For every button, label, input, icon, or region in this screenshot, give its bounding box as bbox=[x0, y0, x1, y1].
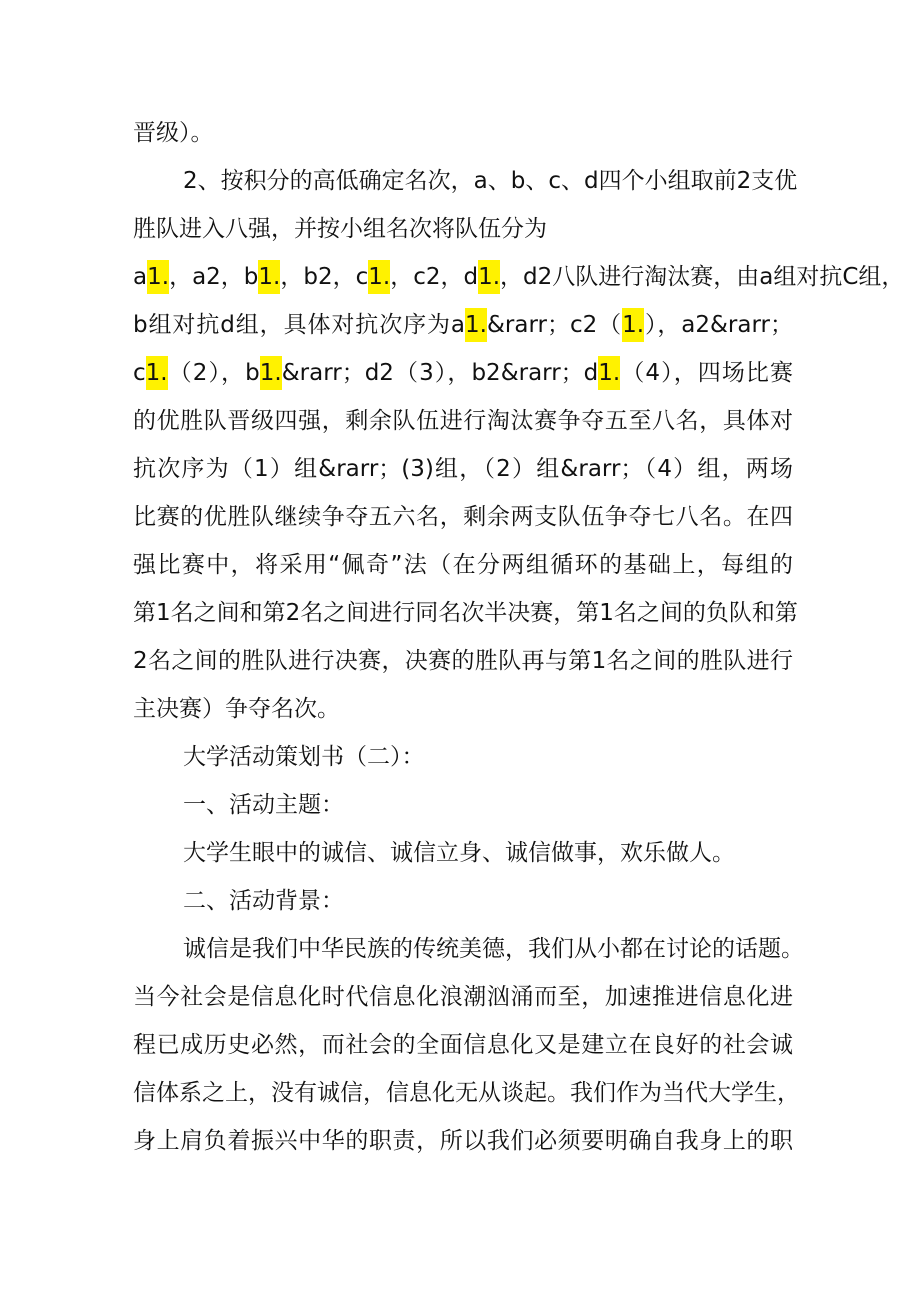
text-run: b组对抗d组，具体对抗次序为a bbox=[133, 312, 466, 338]
text-run: &rarr；d2（3），b2&rarr；d bbox=[281, 360, 599, 386]
text-run: （2），b bbox=[167, 360, 260, 386]
text-run: （4），四场比赛 bbox=[620, 360, 794, 386]
text-line: 胜队进入八强，并按小组名次将队伍分为 bbox=[133, 216, 547, 242]
text-line: 2、按积分的高低确定名次，a、b、c、d四个小组取前2支优 bbox=[183, 168, 798, 194]
text-line: 第1名之间和第2名之间进行同名次半决赛，第1名之间的负队和第 bbox=[133, 600, 798, 626]
text-run: a bbox=[133, 264, 148, 290]
text-run: ，c2，d bbox=[390, 264, 479, 290]
section-heading: 一、活动主题： bbox=[183, 792, 344, 818]
text-run: &rarr；c2（ bbox=[486, 312, 623, 338]
text-line: 主决赛）争夺名次。 bbox=[133, 696, 340, 722]
text-run: ，a2，b bbox=[169, 264, 259, 290]
text-run: ，b2，c bbox=[280, 264, 369, 290]
text-line: 诚信是我们中华民族的传统美德，我们从小都在讨论的话题。 bbox=[183, 936, 804, 962]
text-line bbox=[133, 306, 793, 344]
text-line: 晋级）。 bbox=[133, 120, 214, 146]
section-heading: 二、活动背景： bbox=[183, 888, 344, 914]
section-heading: 大学活动策划书（二）： bbox=[183, 744, 425, 770]
text-line: 比赛的优胜队继续争夺五六名，剩余两支队伍争夺七八名。在四 bbox=[133, 504, 793, 530]
text-line: 2名之间的胜队进行决赛，决赛的胜队再与第1名之间的胜队进行 bbox=[133, 648, 793, 674]
text-line: 程已成历史必然，而社会的全面信息化又是建立在良好的社会诚 bbox=[133, 1032, 793, 1058]
text-line: 身上肩负着振兴中华的职责，所以我们必须要明确自我身上的职 bbox=[133, 1128, 793, 1154]
text-line bbox=[133, 354, 793, 392]
highlighted-text: 1. bbox=[598, 356, 620, 390]
text-line: 大学生眼中的诚信、诚信立身、诚信做事，欢乐做人。 bbox=[183, 840, 735, 866]
highlighted-text: 1. bbox=[146, 356, 168, 390]
text-run: ，d2八队进行淘汰赛，由a组对抗C组， bbox=[500, 264, 905, 290]
highlighted-text: 1. bbox=[147, 260, 169, 294]
text-line: 信体系之上，没有诚信，信息化无从谈起。我们作为当代大学生， bbox=[133, 1080, 800, 1106]
text-line: 当今社会是信息化时代信息化浪潮汹涌而至，加速推进信息化进 bbox=[133, 984, 793, 1010]
text-run: ），a2&rarr； bbox=[644, 312, 793, 338]
highlighted-text: 1. bbox=[258, 260, 280, 294]
highlighted-text: 1. bbox=[368, 260, 390, 294]
text-line: 的优胜队晋级四强，剩余队伍进行淘汰赛争夺五至八名，具体对 bbox=[133, 408, 793, 434]
highlighted-text: 1. bbox=[260, 356, 282, 390]
highlighted-text: 1. bbox=[465, 308, 487, 342]
text-run: c bbox=[133, 360, 146, 386]
text-line: 强比赛中，将采用“佩奇”法（在分两组循环的基础上，每组的 bbox=[133, 552, 793, 578]
text-line bbox=[133, 258, 905, 296]
text-line: 抗次序为（1）组&rarr；(3)组，（2）组&rarr；（4）组，两场 bbox=[133, 456, 793, 482]
highlighted-text: 1. bbox=[622, 308, 644, 342]
highlighted-text: 1. bbox=[478, 260, 500, 294]
